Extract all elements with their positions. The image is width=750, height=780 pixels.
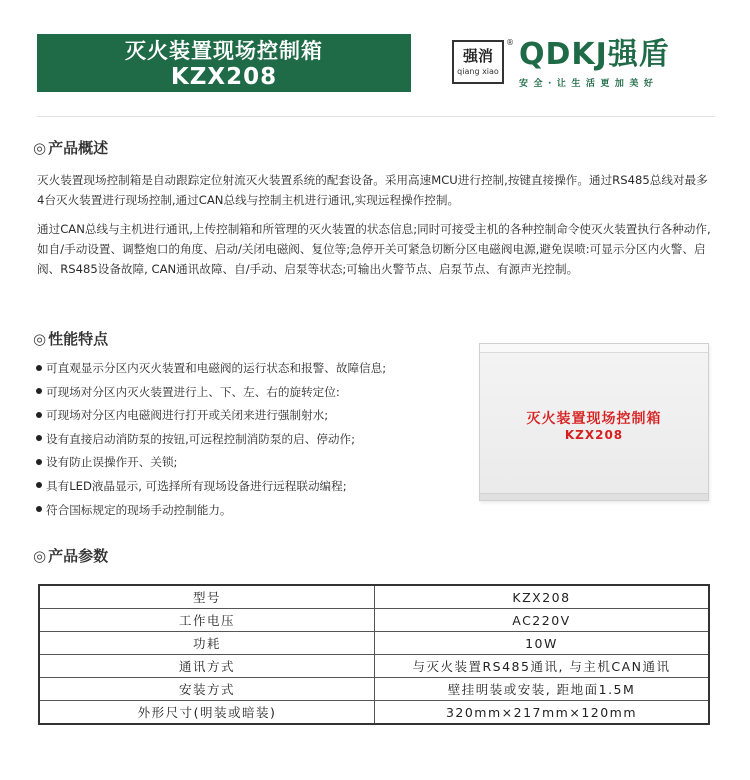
- param-value: KZX208: [375, 585, 710, 609]
- section-title-features: ◎ 性能特点: [33, 330, 109, 348]
- section-title-overview: ◎ 产品概述: [33, 139, 109, 157]
- param-value: 壁挂明装或安装, 距地面1.5M: [375, 678, 710, 701]
- params-table: [38, 584, 710, 725]
- param-key: 型号: [39, 585, 375, 609]
- circle-mark-icon: ◎: [33, 139, 47, 157]
- logo-chinese: 强消: [462, 47, 493, 65]
- param-key: 通讯方式: [39, 655, 375, 678]
- param-value: AC220V: [375, 609, 710, 632]
- page-title: 灭火装置现场控制箱: [125, 39, 323, 63]
- brand-name: QDKJ强盾: [519, 37, 670, 72]
- feature-item: 符合国标规定的现场手动控制能力。: [36, 499, 476, 523]
- header-banner: [37, 34, 411, 92]
- feature-list: [36, 357, 476, 522]
- header-divider: [37, 116, 715, 117]
- product-label-title: 灭火装置现场控制箱: [526, 411, 662, 427]
- bullet-icon: [36, 388, 42, 394]
- bullet-icon: [36, 506, 42, 512]
- param-value: 10W: [375, 632, 710, 655]
- bullet-icon: [36, 435, 42, 441]
- table-row: [39, 678, 709, 701]
- logo-pinyin: qiang xiao: [457, 67, 499, 76]
- table-row: [39, 655, 709, 678]
- feature-item: 可现场对分区内电磁阀进行打开或关闭来进行强制射水;: [36, 404, 476, 428]
- table-row: [39, 609, 709, 632]
- section-title-params: ◎ 产品参数: [33, 547, 109, 565]
- feature-item: 可直观显示分区内灭火装置和电磁阀的运行状态和报警、故障信息;: [36, 357, 476, 381]
- brand-logo: [452, 40, 504, 84]
- product-image: [479, 343, 709, 501]
- feature-item: 设有直接启动消防泵的按钮,可远程控制消防泵的启、停动作;: [36, 428, 476, 452]
- brand-slogan: 安全·让生活更加美好: [519, 79, 659, 89]
- product-lid: [480, 344, 708, 353]
- feature-item: 具有LED液晶显示, 可选择所有现场设备进行远程联动编程;: [36, 475, 476, 499]
- bullet-icon: [36, 482, 42, 488]
- overview-paragraph-2: 通过CAN总线与主机进行通讯,上传控制箱和所管理的灭火装置的状态信息;同时可接受主机的各种控制命令使灭火装置执行各种动作,如自/手动设置、调整炮口的角度、启动/关闭电磁阀、复位等;急停开关可紧急切断分区电磁阀电源,避免误喷:可显示分区内火警、启阀、RS485设备故障, CAN通讯故障、自/手动、启泵等状态;可输出火警节点、启泵节点、有源声光控制。: [37, 222, 711, 276]
- param-value: 320mm×217mm×120mm: [375, 701, 710, 725]
- param-value: 与灭火装置RS485通讯, 与主机CAN通讯: [375, 655, 710, 678]
- table-row: [39, 632, 709, 655]
- product-label-model: KZX208: [564, 428, 624, 442]
- overview-paragraph-1: 灭火装置现场控制箱是自动跟踪定位射流灭火装置系统的配套设备。采用高速MCU进行控制,按键直接操作。通过RS485总线对最多4台灭火装置进行现场控制,通过CAN总线与控制主机进行通讯,实现远程操作控制。: [37, 173, 708, 207]
- bullet-icon: [36, 459, 42, 465]
- bullet-icon: [36, 365, 42, 371]
- param-key: 工作电压: [39, 609, 375, 632]
- feature-item: 设有防止误操作开、关锁;: [36, 451, 476, 475]
- param-key: 安装方式: [39, 678, 375, 701]
- registered-mark: ®: [506, 38, 514, 47]
- feature-item: 可现场对分区内灭火装置进行上、下、左、右的旋转定位:: [36, 381, 476, 405]
- product-base: [480, 493, 708, 500]
- page-model: KZX208: [170, 64, 278, 90]
- param-key: 功耗: [39, 632, 375, 655]
- table-row: [39, 701, 709, 725]
- bullet-icon: [36, 412, 42, 418]
- param-key: 外形尺寸(明装或暗装): [39, 701, 375, 725]
- circle-mark-icon: ◎: [33, 547, 47, 565]
- circle-mark-icon: ◎: [33, 330, 47, 348]
- table-row: [39, 585, 709, 609]
